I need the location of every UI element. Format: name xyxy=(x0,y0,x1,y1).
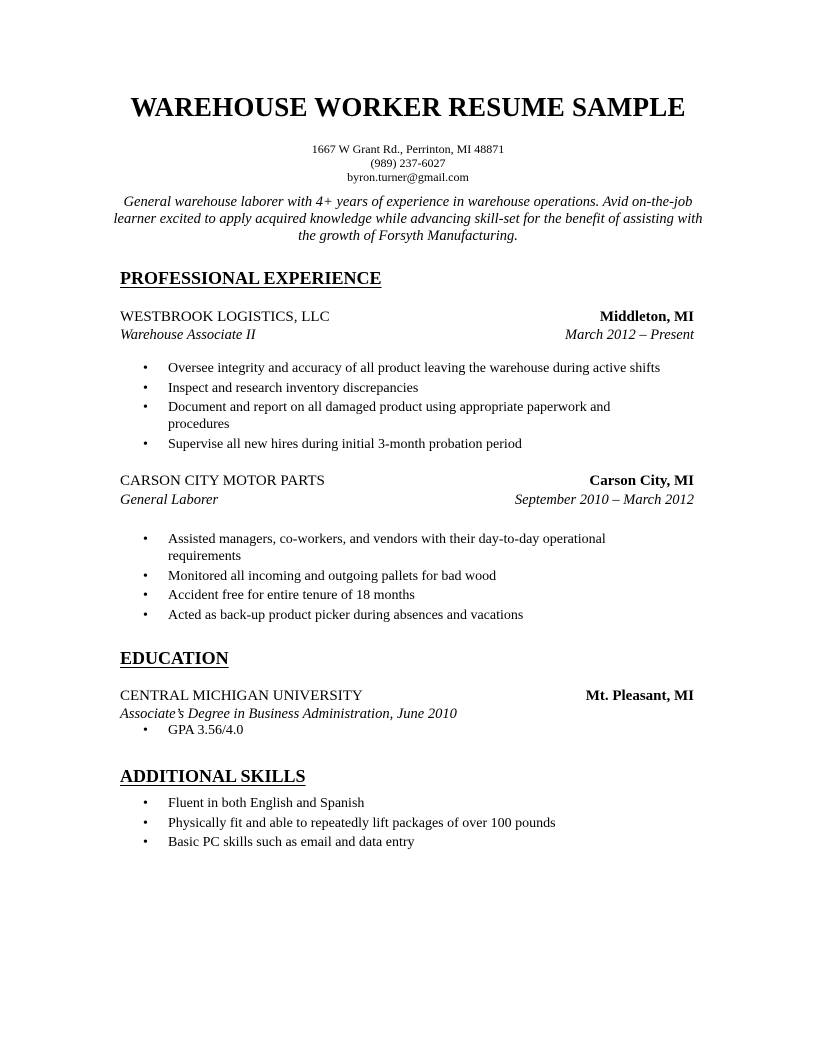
list-item-text: Monitored all incoming and outgoing pallets for bad wood xyxy=(168,568,497,584)
list-item-text: Supervise all new hires during initial 3-month probation period xyxy=(168,436,522,452)
bullet-icon: • xyxy=(143,835,148,850)
list-item xyxy=(140,834,700,851)
job-location: Carson City, MI xyxy=(589,473,694,489)
skills-bullet-list xyxy=(140,795,700,854)
job-company: WESTBROOK LOGISTICS, LLC xyxy=(120,309,330,325)
list-item-text: Inspect and research inventory discrepancies xyxy=(168,380,419,396)
bullet-icon: • xyxy=(143,532,148,547)
job-role: General Laborer xyxy=(120,492,219,508)
list-item-text: Document and report on all damaged product using appropriate paperwork and procedures xyxy=(168,400,611,432)
job-subheader xyxy=(120,326,694,344)
list-item xyxy=(140,531,700,565)
list-item-text: Physically fit and able to repeatedly lift packages of over 100 pounds xyxy=(168,815,556,831)
list-item xyxy=(140,568,700,585)
list-item xyxy=(140,587,700,604)
list-item-text: Accident free for entire tenure of 18 months xyxy=(168,588,415,603)
bullet-icon: • xyxy=(143,400,148,415)
bullet-icon: • xyxy=(143,380,148,396)
contact-block xyxy=(0,142,816,184)
list-item xyxy=(140,607,700,624)
contact-address: 1667 W Grant Rd., Perrinton, MI 48871 xyxy=(311,142,505,156)
experience-heading: PROFESSIONAL EXPERIENCE xyxy=(120,268,382,288)
job-header xyxy=(120,308,694,326)
job-location: Middleton, MI xyxy=(599,309,694,325)
list-item-text: Assisted managers, co-workers, and vendors with their day-to-day operational requirements xyxy=(168,532,606,564)
resume-title: WAREHOUSE WORKER RESUME SAMPLE xyxy=(130,92,686,122)
bullet-icon: • xyxy=(143,588,148,603)
list-item-text: Acted as back-up product picker during absences and vacations xyxy=(168,607,524,623)
list-item-text: Oversee integrity and accuracy of all product leaving the warehouse during active shifts xyxy=(168,361,661,376)
bullet-icon: • xyxy=(143,436,148,452)
list-item xyxy=(140,815,700,832)
job-bullet-list xyxy=(140,360,700,455)
list-item-text: Fluent in both English and Spanish xyxy=(168,796,365,811)
contact-email: byron.turner@gmail.com xyxy=(347,170,469,184)
job-company: CARSON CITY MOTOR PARTS xyxy=(120,473,325,489)
education-subheader xyxy=(120,705,694,723)
education-heading: EDUCATION xyxy=(120,648,229,668)
bullet-icon: • xyxy=(143,815,148,831)
education-bullet-list xyxy=(140,722,700,742)
list-item xyxy=(140,380,700,397)
school-name: CENTRAL MICHIGAN UNIVERSITY xyxy=(120,688,363,704)
bullet-icon: • xyxy=(143,568,148,584)
bullet-icon: • xyxy=(143,607,148,623)
contact-phone: (989) 237-6027 xyxy=(370,156,446,170)
job-dates: September 2010 – March 2012 xyxy=(514,492,694,508)
skills-heading: ADDITIONAL SKILLS xyxy=(120,766,306,786)
degree: Associate’s Degree in Business Administration, June 2010 xyxy=(120,706,457,722)
job-role: Warehouse Associate II xyxy=(120,327,256,343)
list-item xyxy=(140,360,700,377)
school-location: Mt. Pleasant, MI xyxy=(585,688,694,704)
job-dates: March 2012 – Present xyxy=(565,327,694,343)
list-item-text: Basic PC skills such as email and data entry xyxy=(168,835,415,850)
list-item-text: GPA 3.56/4.0 xyxy=(168,723,244,738)
education-header xyxy=(120,687,694,705)
list-item xyxy=(140,399,700,433)
professional-summary: General warehouse laborer with 4+ years of experience in warehouse operations. Avid on-the-job learner excited to apply acquired knowledge while advancing skill-set for the benefit of assisting with the growth of Forsyth Manufacturing. xyxy=(113,194,703,244)
job-subheader xyxy=(120,491,694,509)
job-header xyxy=(120,472,694,490)
bullet-icon: • xyxy=(143,723,148,738)
list-item xyxy=(140,436,700,453)
list-item xyxy=(140,795,700,812)
bullet-icon: • xyxy=(143,361,148,376)
job-bullet-list xyxy=(140,531,700,626)
bullet-icon: • xyxy=(143,796,148,811)
list-item xyxy=(140,722,700,739)
